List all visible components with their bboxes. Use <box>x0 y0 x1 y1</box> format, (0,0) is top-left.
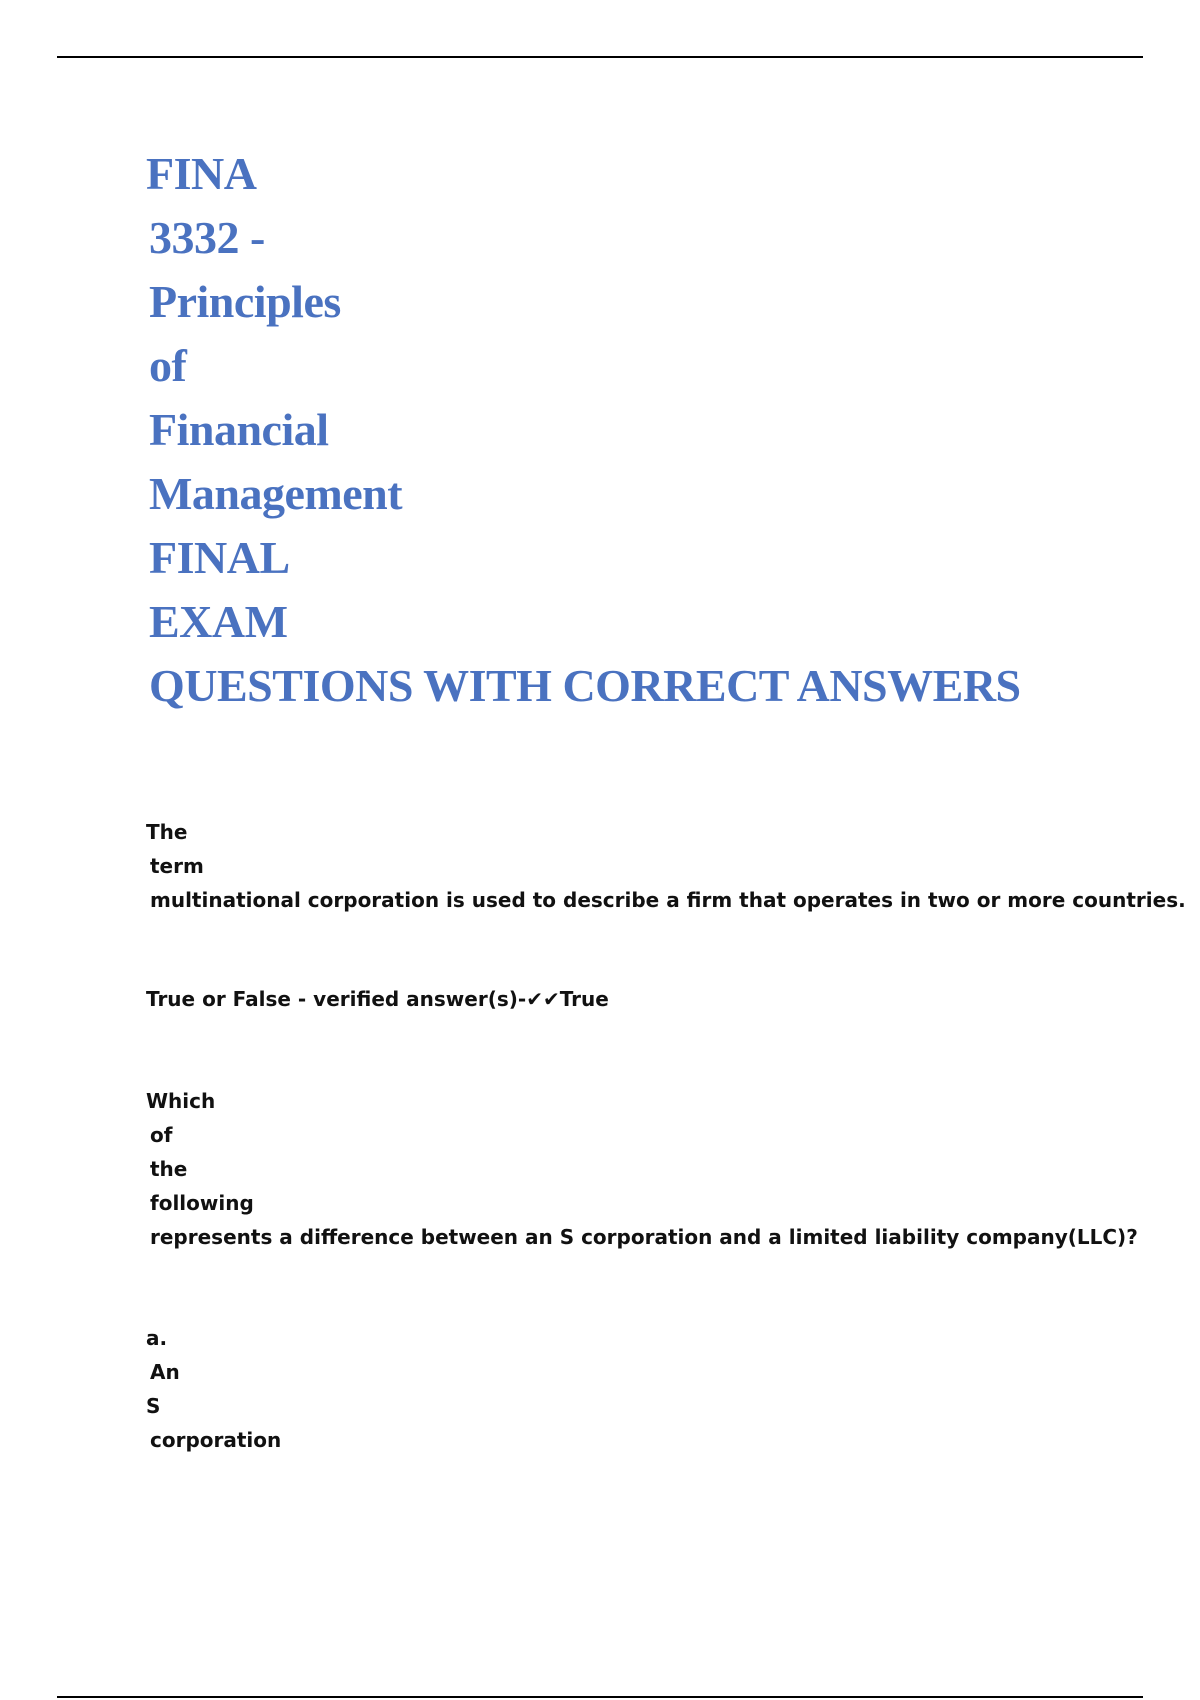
answer-1 <box>146 982 609 1016</box>
question-2-line: represents a difference between an S corporation and a limited liability company(LLC)? <box>150 1225 1138 1249</box>
question-1-line: The <box>146 820 188 844</box>
question-1-line: multinational corporation is used to describe a firm that operates in two or more countries. <box>150 888 1186 912</box>
title-line: QUESTIONS WITH CORRECT ANSWERS <box>149 660 1021 711</box>
bottom-rule <box>57 1696 1143 1698</box>
question-2-line: Which <box>146 1089 216 1113</box>
question-2-line: of <box>150 1123 173 1147</box>
top-rule <box>57 56 1143 58</box>
question-1 <box>146 815 1186 917</box>
title-line: Principles <box>149 276 341 327</box>
title-line: of <box>149 340 187 391</box>
title-line: 3332 - <box>149 212 265 263</box>
title-line: FINA <box>146 148 257 199</box>
title-line: FINAL <box>149 532 290 583</box>
option-a-line: S <box>146 1394 161 1418</box>
option-a-line: An <box>150 1360 180 1384</box>
question-2-line: following <box>150 1191 254 1215</box>
option-a <box>146 1321 281 1457</box>
title-line: EXAM <box>149 596 288 647</box>
question-1-line: term <box>150 854 204 878</box>
question-2-line: the <box>150 1157 188 1181</box>
answer-1-text: True or False - verified answer(s)-✔✔True <box>146 987 609 1011</box>
question-2 <box>146 1084 1138 1254</box>
option-a-line: a. <box>146 1326 168 1350</box>
document-title <box>146 142 1021 718</box>
title-line: Management <box>149 468 403 519</box>
title-line: Financial <box>149 404 329 455</box>
option-a-line: corporation <box>150 1428 282 1452</box>
